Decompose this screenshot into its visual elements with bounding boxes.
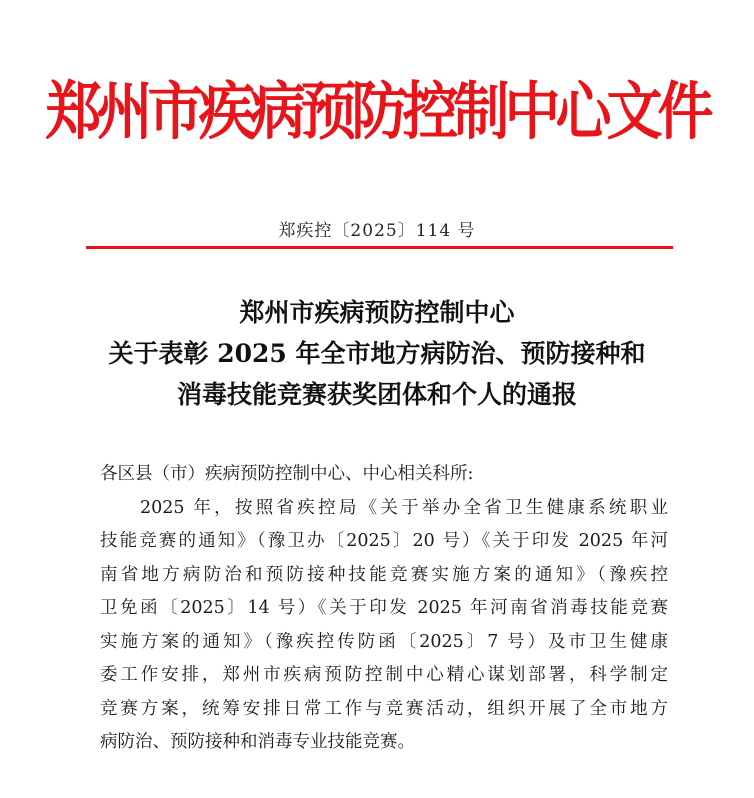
paragraph-line: 南省地方病防治和预防接种技能竞赛实施方案的通知》（豫疾控 <box>100 564 668 585</box>
title-line-2: 关于表彰 2025 年全市地方病防治、预防接种和 <box>108 339 646 368</box>
paragraph-line: 实施方案的通知》（豫疾控传防函〔2025〕7 号）及市卫生健康 <box>100 631 668 652</box>
title-line-3: 消毒技能竞赛获奖团体和个人的通报 <box>176 380 577 409</box>
red-divider-line <box>86 246 673 249</box>
paragraph-line: 2025 年，按照省疾控局《关于举办全省卫生健康系统职业 <box>140 497 668 518</box>
masthead-title: 郑州市疾病预防控制中心文件 <box>45 75 709 149</box>
notice-title <box>0 292 754 415</box>
paragraph-line: 技能竞赛的通知》（豫卫办〔2025〕20 号）《关于印发 2025 年河 <box>100 531 668 551</box>
paragraph-line: 竞赛方案，统筹安排日常工作与竞赛活动，组织开展了全市地方 <box>100 698 668 719</box>
paragraph-line: 病防治、预防接种和消毒专业技能竞赛。 <box>100 732 415 752</box>
title-line-1: 郑州市疾病预防控制中心 <box>239 298 515 327</box>
body-text <box>100 458 668 760</box>
salutation: 各区县（市）疾病预防控制中心、中心相关科所: <box>100 464 474 484</box>
paragraph-line: 卫免函〔2025〕14 号）《关于印发 2025 年河南省消毒技能竞赛 <box>100 598 668 618</box>
document-number: 郑疾控〔2025〕114 号 <box>278 221 476 241</box>
paragraph-line: 委工作安排，郑州市疾病预防控制中心精心谋划部署，科学制定 <box>100 665 668 685</box>
